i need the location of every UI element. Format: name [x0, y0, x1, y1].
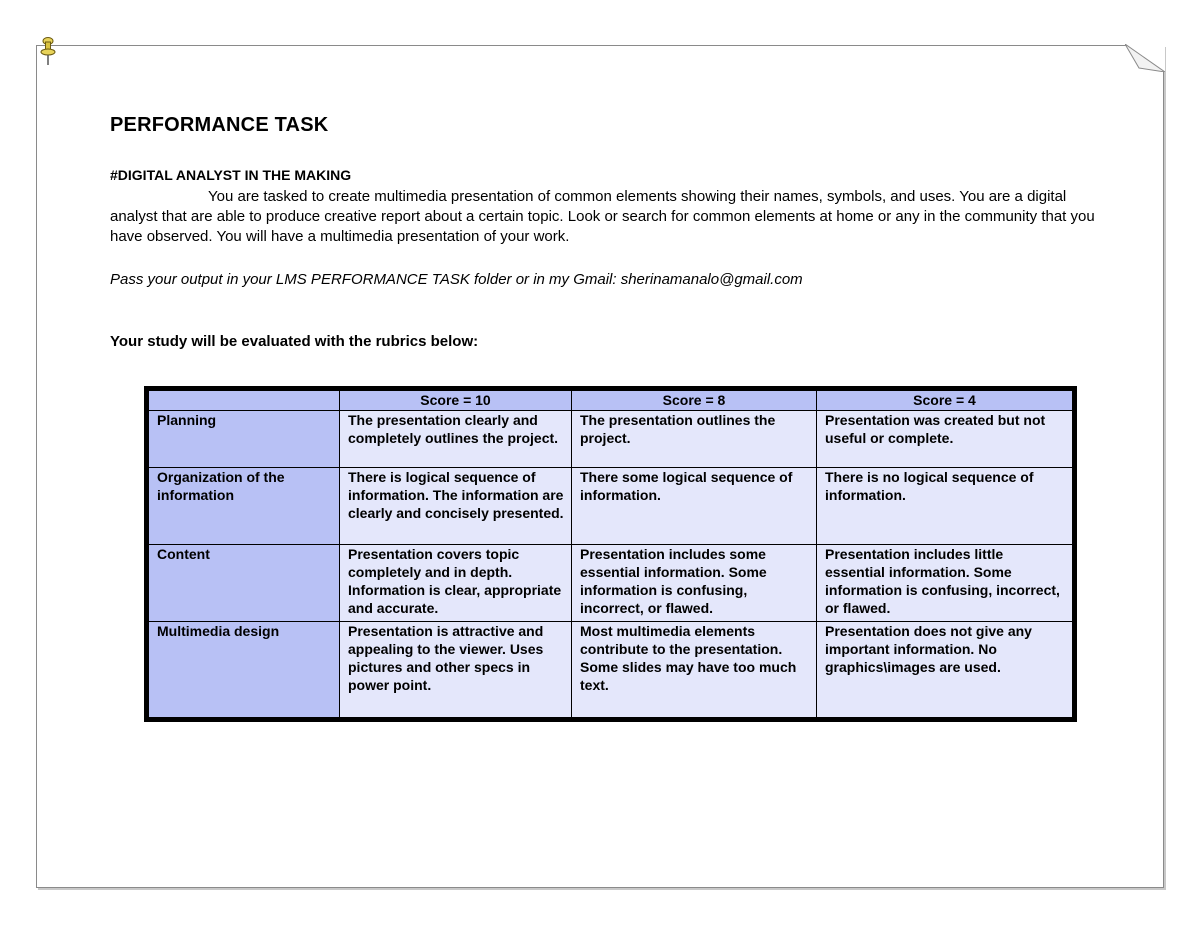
rubric-row-planning: [149, 411, 1073, 468]
criterion-cell: Content: [149, 545, 340, 622]
score-8-cell: There some logical sequence of information.: [572, 468, 817, 545]
pushpin-icon: [39, 37, 57, 67]
score-10-cell: There is logical sequence of information. The information are clearly and concisely presented.: [340, 468, 572, 545]
rubric-header-criterion: [149, 391, 340, 411]
score-10-cell: Presentation is attractive and appealing to the viewer. Uses pictures and other specs in power point.: [340, 622, 572, 718]
score-8-cell: Presentation includes some essential information. Some information is confusing, incorrect, or flawed.: [572, 545, 817, 622]
page-title: PERFORMANCE TASK: [110, 114, 329, 136]
score-10-cell: The presentation clearly and completely outlines the project.: [340, 411, 572, 468]
rubric-intro: Your study will be evaluated with the rubrics below:: [110, 333, 479, 350]
rubric-header-row: [149, 391, 1073, 411]
score-8-cell: The presentation outlines the project.: [572, 411, 817, 468]
rubric-row-content: [149, 545, 1073, 622]
criterion-cell: Multimedia design: [149, 622, 340, 718]
rubric-row-multimedia: [149, 622, 1073, 718]
criterion-cell: Planning: [149, 411, 340, 468]
score-4-cell: There is no logical sequence of information.: [817, 468, 1073, 545]
rubric-header-score-10: Score = 10: [340, 391, 572, 411]
score-4-cell: Presentation does not give any important information. No graphics\images are used.: [817, 622, 1073, 718]
rubric-header-score-4: Score = 4: [817, 391, 1073, 411]
rubric-table: [148, 390, 1073, 718]
submission-note: Pass your output in your LMS PERFORMANCE TASK folder or in my Gmail: sherinamanalo@gmail.com: [110, 271, 803, 288]
rubric-header-score-8: Score = 8: [572, 391, 817, 411]
rubric-table-frame: [144, 386, 1077, 722]
rubric-row-organization: [149, 468, 1073, 545]
task-description: You are tasked to create multimedia presentation of common elements showing their names, symbols, and uses. You are a digital analyst that are able to produce creative report about a certain topic. Look or search for common elements at home or any in the community that you have observed. You will have a multimedia presentation of your work.: [110, 188, 1095, 245]
score-8-cell: Most multimedia elements contribute to the presentation. Some slides may have too much text.: [572, 622, 817, 718]
task-subtitle: #DIGITAL ANALYST IN THE MAKING: [110, 167, 352, 183]
criterion-cell: Organization of the information: [149, 468, 340, 545]
score-4-cell: Presentation includes little essential information. Some information is confusing, incorrect, or flawed.: [817, 545, 1073, 622]
score-10-cell: Presentation covers topic completely and in depth. Information is clear, appropriate and accurate.: [340, 545, 572, 622]
score-4-cell: Presentation was created but not useful or complete.: [817, 411, 1073, 468]
page-curl-icon: [1125, 44, 1165, 72]
